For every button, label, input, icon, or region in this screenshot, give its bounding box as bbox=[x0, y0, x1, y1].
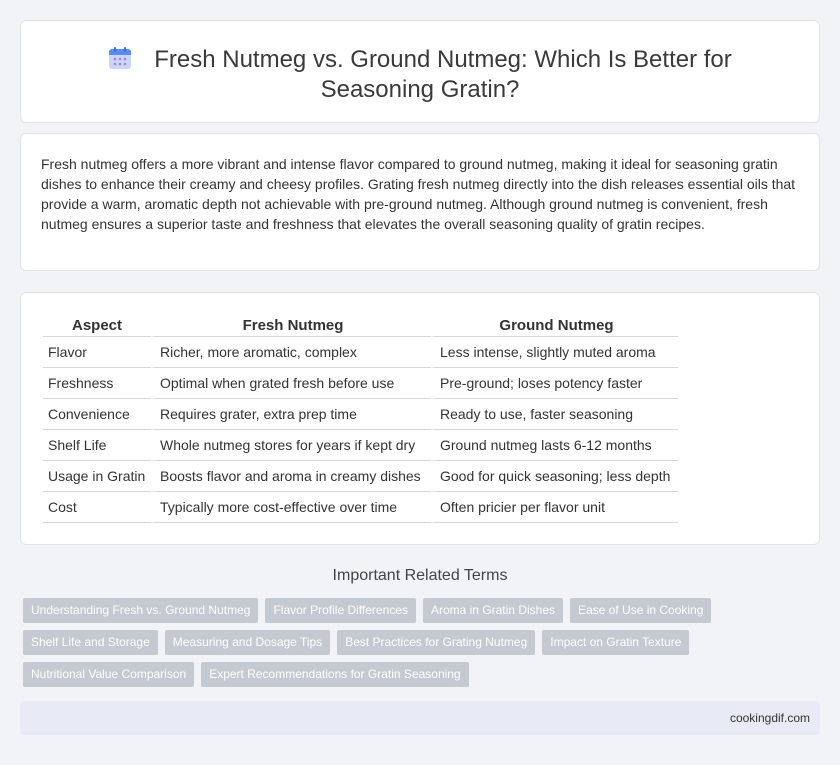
cell-fresh: Boosts flavor and aroma in creamy dishes bbox=[151, 461, 431, 492]
cell-fresh: Typically more cost-effective over time bbox=[151, 492, 431, 523]
table-row bbox=[43, 337, 678, 368]
cell-aspect: Convenience bbox=[43, 399, 151, 430]
related-tag[interactable]: Ease of Use in Cooking bbox=[570, 598, 711, 623]
related-tag[interactable]: Flavor Profile Differences bbox=[265, 598, 416, 623]
cell-aspect: Freshness bbox=[43, 368, 151, 399]
related-tag[interactable]: Best Practices for Grating Nutmeg bbox=[337, 630, 535, 655]
calendar-icon bbox=[108, 46, 132, 70]
cell-ground: Ready to use, faster seasoning bbox=[431, 399, 678, 430]
cell-ground: Less intense, slightly muted aroma bbox=[431, 337, 678, 368]
cell-fresh: Requires grater, extra prep time bbox=[151, 399, 431, 430]
table-header-row bbox=[43, 315, 678, 337]
header-aspect: Aspect bbox=[43, 315, 151, 337]
cell-aspect: Flavor bbox=[43, 337, 151, 368]
cell-aspect: Shelf Life bbox=[43, 430, 151, 461]
header-fresh: Fresh Nutmeg bbox=[151, 315, 431, 337]
header-ground: Ground Nutmeg bbox=[431, 315, 678, 337]
table-row bbox=[43, 430, 678, 461]
page-title: Fresh Nutmeg vs. Ground Nutmeg: Which Is Better for Seasoning Gratin? bbox=[154, 46, 732, 103]
cell-aspect: Usage in Gratin bbox=[43, 461, 151, 492]
related-terms-tags bbox=[23, 598, 813, 694]
footer-site-link[interactable]: cookingdif.com bbox=[729, 711, 810, 725]
related-tag[interactable]: Understanding Fresh vs. Ground Nutmeg bbox=[23, 598, 258, 623]
related-tag[interactable]: Nutritional Value Comparison bbox=[23, 662, 194, 687]
cell-fresh: Optimal when grated fresh before use bbox=[151, 368, 431, 399]
comparison-table bbox=[43, 315, 678, 523]
related-tag[interactable]: Shelf Life and Storage bbox=[23, 630, 158, 655]
intro-paragraph: Fresh nutmeg offers a more vibrant and intense flavor compared to ground nutmeg, making it ideal for seasoning gratin dishes to enhance their creamy and cheesy profiles. Grating fresh nutmeg directly into the dish releases essential oils that provide a warm, aromatic depth not achievable with pre-ground nutmeg. Although ground nutmeg is convenient, fresh nutmeg ensures a superior taste and freshness that elevates the overall seasoning quality of gratin recipes. bbox=[41, 156, 796, 232]
table-row bbox=[43, 399, 678, 430]
footer bbox=[20, 701, 820, 735]
cell-ground: Ground nutmeg lasts 6-12 months bbox=[431, 430, 678, 461]
cell-aspect: Cost bbox=[43, 492, 151, 523]
related-terms-title: Important Related Terms bbox=[332, 567, 508, 584]
cell-ground: Good for quick seasoning; less depth bbox=[431, 461, 678, 492]
table-row bbox=[43, 492, 678, 523]
cell-ground: Often pricier per flavor unit bbox=[431, 492, 678, 523]
table-row bbox=[43, 461, 678, 492]
related-tag[interactable]: Measuring and Dosage Tips bbox=[165, 630, 330, 655]
table-row bbox=[43, 368, 678, 399]
title-card bbox=[20, 20, 820, 123]
intro-card bbox=[20, 133, 820, 271]
comparison-card bbox=[20, 292, 820, 545]
cell-ground: Pre-ground; loses potency faster bbox=[431, 368, 678, 399]
cell-fresh: Whole nutmeg stores for years if kept dry bbox=[151, 430, 431, 461]
related-tag[interactable]: Aroma in Gratin Dishes bbox=[423, 598, 563, 623]
related-tag[interactable]: Expert Recommendations for Gratin Seasoning bbox=[201, 662, 468, 687]
cell-fresh: Richer, more aromatic, complex bbox=[151, 337, 431, 368]
related-tag[interactable]: Impact on Gratin Texture bbox=[542, 630, 689, 655]
page-title-wrap bbox=[21, 45, 819, 105]
